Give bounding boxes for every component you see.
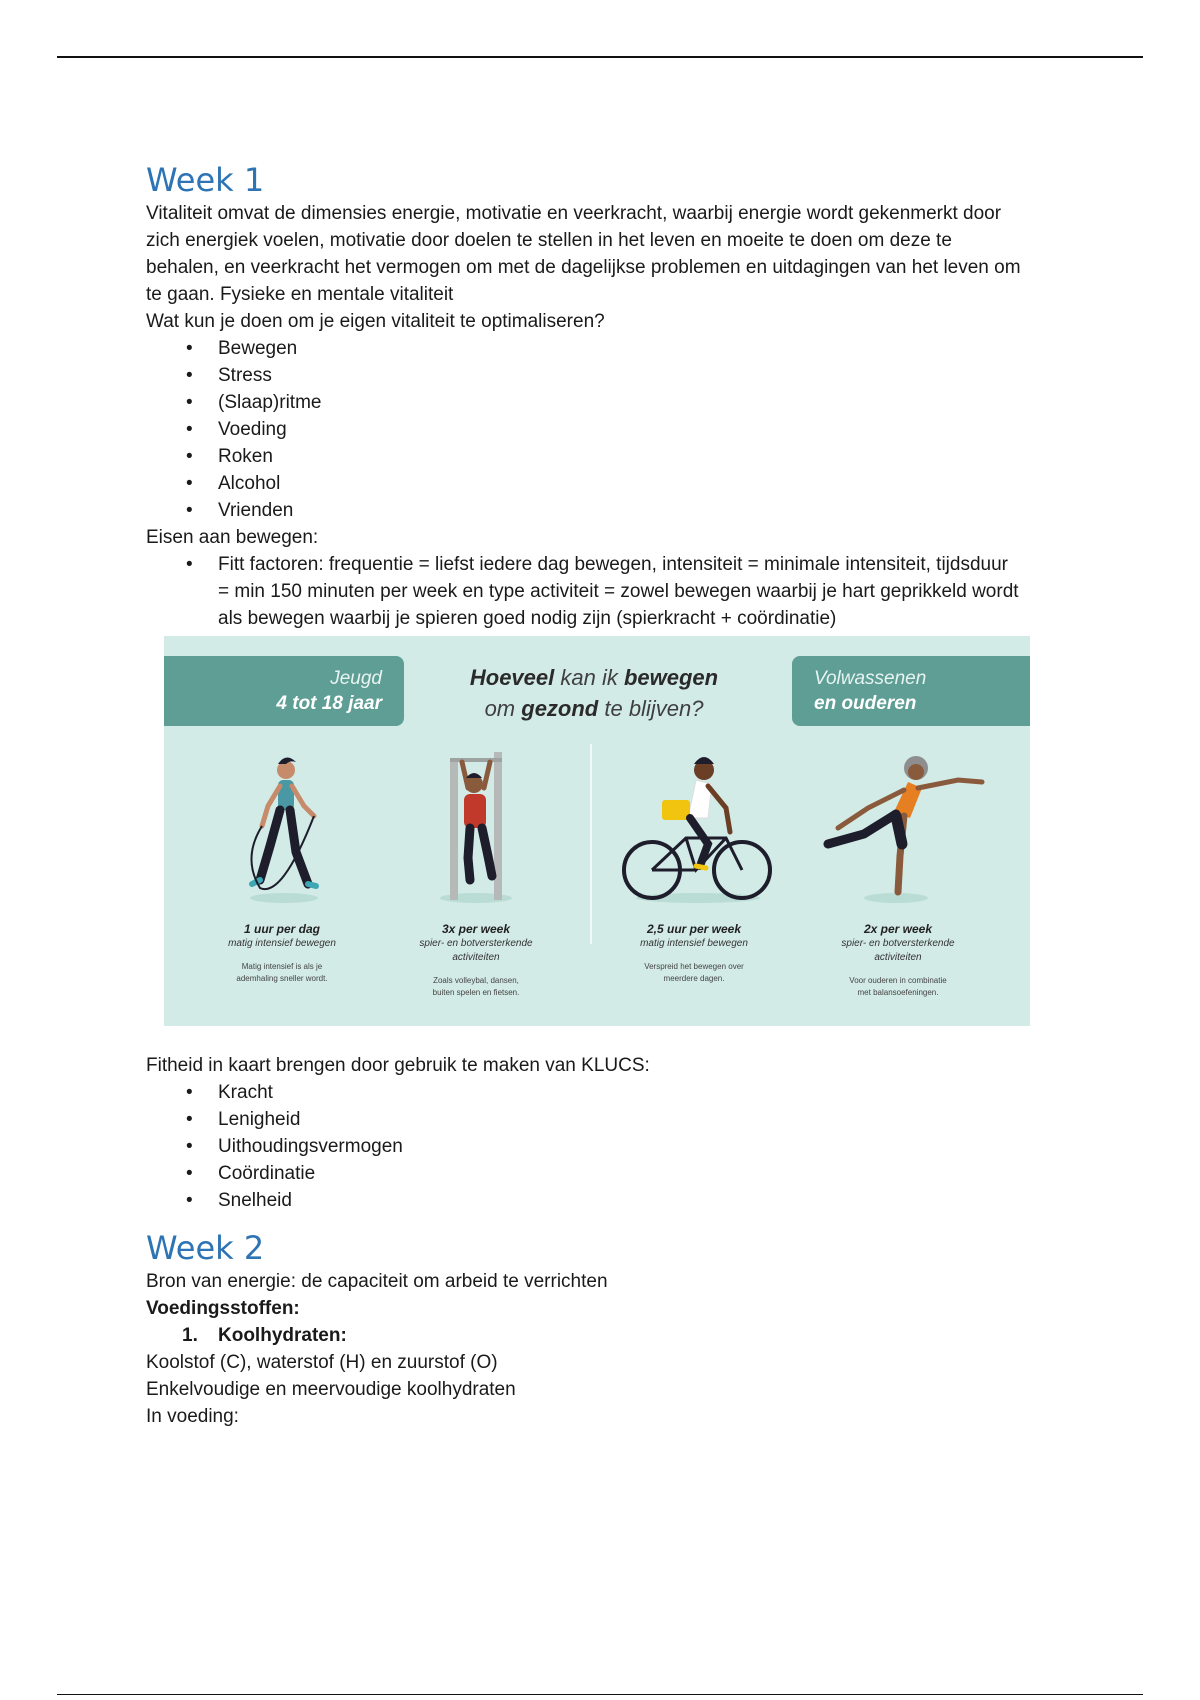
balance-exercise-figure-icon xyxy=(798,748,998,908)
list-item: • Lenigheid xyxy=(186,1106,1096,1133)
pull-up-bar-figure-icon xyxy=(376,748,576,908)
document-body xyxy=(146,160,1096,1430)
list-item: • Roken xyxy=(186,443,1096,470)
jump-rope-figure-icon xyxy=(182,748,382,908)
adults-header-line1: Volwassenen xyxy=(814,668,927,689)
caption-sub-line: activiteiten xyxy=(452,952,500,963)
carbs-line-3: In voeding: xyxy=(146,1406,239,1427)
week2-heading: Week 2 xyxy=(146,1229,265,1267)
infographic-divider xyxy=(590,744,592,944)
fitt-line-3: als bewegen waarbij je spieren goed nodig zijn (spierkracht + coördinatie) xyxy=(218,608,837,629)
carbs-label: Koolhydraten: xyxy=(218,1325,347,1346)
youth-header-line2: 4 tot 18 jaar xyxy=(276,693,382,714)
carbs-line-1: Koolstof (C), waterstof (H) en zuurstof (O) xyxy=(146,1352,498,1373)
caption-sub xyxy=(800,937,996,965)
list-item: • Coördinatie xyxy=(186,1160,1096,1187)
title-word: om xyxy=(484,696,522,721)
caption-sub-line: activiteiten xyxy=(874,952,922,963)
intro-line-2: zich energiek voelen, motivatie door doelen te stellen in het leven en moeite te doen om deze te xyxy=(146,230,952,251)
caption-main: 3x per week xyxy=(441,922,511,936)
caption-note-line: Verspreid het bewegen over xyxy=(644,962,744,971)
list-item: • (Slaap)ritme xyxy=(186,389,1096,416)
youth-header-line1: Jeugd xyxy=(330,668,382,689)
vitality-question: Wat kun je doen om je eigen vitaliteit te optimaliseren? xyxy=(146,311,605,332)
list-item xyxy=(182,1322,1096,1349)
intro-line-3: behalen, en veerkracht het vermogen om met de dagelijkse problemen en uitdagingen van het leven om xyxy=(146,257,1021,278)
exercise-infographic xyxy=(164,636,1030,1026)
caption-note-line: buiten spelen en fietsen. xyxy=(432,988,520,997)
list-item: • Vrienden xyxy=(186,497,1096,524)
caption-note xyxy=(378,975,574,999)
list-item: • Bewegen xyxy=(186,335,1096,362)
caption-note-line: Voor ouderen in combinatie xyxy=(849,976,947,985)
caption-adult-weekly-strength xyxy=(800,922,996,999)
list-item: • Kracht xyxy=(186,1079,1096,1106)
list-item: • Voeding xyxy=(186,416,1096,443)
caption-main: 2,5 uur per week xyxy=(646,922,742,936)
caption-sub: matig intensief bewegen xyxy=(228,938,336,949)
caption-main: 2x per week xyxy=(863,922,933,936)
nutrients-label: Voedingsstoffen: xyxy=(146,1298,300,1319)
caption-note-line: met balansoefeningen. xyxy=(857,988,939,997)
caption-main: 1 uur per dag xyxy=(243,922,320,936)
fitt-line-2: = min 150 minuten per week en type activiteit = zowel bewegen waarbij je hart geprikkeld wordt xyxy=(218,581,1019,602)
caption-note-line: ademhaling sneller wordt. xyxy=(236,974,328,983)
caption-note-line: Zoals volleybal, dansen, xyxy=(433,976,519,985)
footer-rule xyxy=(57,1694,1143,1695)
intro-line-1: Vitaliteit omvat de dimensies energie, motivatie en veerkracht, waarbij energie wordt gekenmerkt door xyxy=(146,203,1002,224)
caption-note xyxy=(596,961,792,985)
adults-header-line2: en ouderen xyxy=(814,693,917,714)
title-word: gezond xyxy=(521,696,599,721)
infographic-title xyxy=(414,662,774,724)
caption-adult-weekly-time xyxy=(596,922,792,985)
requirements-label: Eisen aan bewegen: xyxy=(146,527,319,548)
caption-youth-weekly xyxy=(378,922,574,999)
klucs-list xyxy=(186,1079,1096,1214)
list-number: 1. xyxy=(182,1325,198,1346)
list-item: • Stress xyxy=(186,362,1096,389)
title-word: kan ik xyxy=(554,665,624,690)
list-item: • Snelheid xyxy=(186,1187,1096,1214)
caption-sub: matig intensief bewegen xyxy=(640,938,748,949)
fitt-line-1: Fitt factoren: frequentie = liefst iedere dag bewegen, intensiteit = minimale intensiteit, tijdsduur xyxy=(218,554,1008,575)
caption-note xyxy=(184,961,380,985)
nutrients-list xyxy=(182,1322,1096,1349)
youth-header xyxy=(164,656,404,726)
caption-sub xyxy=(378,937,574,965)
vitality-list xyxy=(186,335,1096,524)
title-word: Hoeveel xyxy=(469,665,555,690)
caption-note-line: meerdere dagen. xyxy=(663,974,725,983)
fitt-list xyxy=(186,551,1096,632)
intro-line-4: te gaan. Fysieke en mentale vitaliteit xyxy=(146,284,454,305)
cyclist-figure-icon xyxy=(596,748,796,908)
title-word: bewegen xyxy=(623,665,719,690)
caption-youth-daily xyxy=(184,922,380,985)
caption-sub-line: spier- en botversterkende xyxy=(419,938,533,949)
fitt-item xyxy=(186,551,1096,632)
energy-line: Bron van energie: de capaciteit om arbeid te verrichten xyxy=(146,1271,608,1292)
week1-heading: Week 1 xyxy=(146,161,265,199)
carbs-line-2: Enkelvoudige en meervoudige koolhydraten xyxy=(146,1379,516,1400)
caption-note-line: Matig intensief is als je xyxy=(241,962,323,971)
fitness-label: Fitheid in kaart brengen door gebruik te maken van KLUCS: xyxy=(146,1055,650,1076)
title-word: te blijven? xyxy=(598,696,704,721)
header-rule xyxy=(57,56,1143,58)
caption-sub-line: spier- en botversterkende xyxy=(841,938,955,949)
adults-header xyxy=(792,656,1030,726)
list-item: • Alcohol xyxy=(186,470,1096,497)
list-item: • Uithoudingsvermogen xyxy=(186,1133,1096,1160)
caption-note xyxy=(800,975,996,999)
